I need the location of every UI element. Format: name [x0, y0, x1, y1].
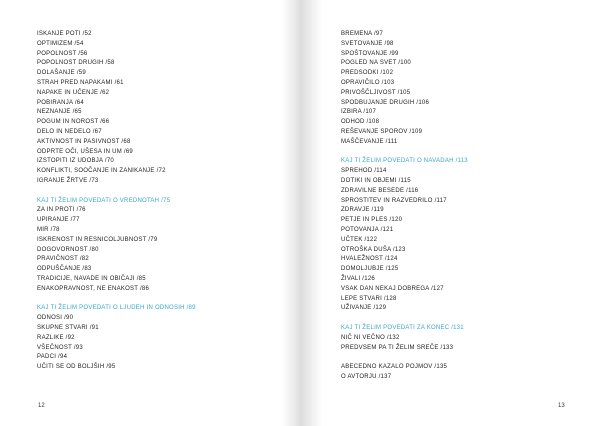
toc-entry: IZBIRA /107 [341, 109, 377, 116]
toc-entry: ODPUŠČANJE /83 [37, 266, 92, 273]
toc-entry: SKUPNE STVARI /91 [37, 324, 99, 331]
toc-entry: UČTEK /122 [341, 236, 378, 243]
toc-entry: POPOLNOST DRUGIH /58 [37, 60, 115, 67]
toc-entry: STRAH PRED NAPAKAMI /61 [37, 79, 124, 86]
right-page [300, 0, 600, 426]
toc-section-heading: KAJ TI ŽELIM POVEDATI O VREDNOTAH /75 [37, 197, 171, 204]
toc-entry: ENAKOPRAVNOST, NE ENAKOST /86 [37, 285, 150, 292]
section-spacer [37, 295, 196, 305]
section-spacer [341, 148, 468, 158]
section-spacer [37, 187, 196, 197]
toc-entry: ŽIVALI /126 [341, 275, 375, 282]
section-spacer [341, 353, 468, 363]
toc-entry: ISKANJE POTI /52 [37, 31, 92, 37]
toc-entry: POTOVANJA /121 [341, 226, 394, 233]
toc-entry: SVETOVANJE /98 [341, 40, 394, 47]
toc-entry: OTROŠKA DUŠA /123 [341, 246, 406, 253]
toc-entry: NAPAKE IN UČENJE /62 [37, 89, 110, 96]
toc-entry: SPROSTITEV IN RAZVEDRILO /117 [341, 197, 447, 204]
toc-entry: ZDRAVJE /119 [341, 207, 384, 214]
toc-entry: DOLAŠANJE /59 [37, 70, 86, 77]
toc-entry: DOTIKI IN OBJEMI /115 [341, 177, 411, 184]
left-toc-column [37, 30, 196, 373]
toc-entry: VŠEČNOST /93 [37, 344, 83, 351]
toc-entry: HVALEŽNOST /124 [341, 256, 398, 263]
right-toc-column [341, 30, 468, 383]
toc-section-heading: KAJ TI ŽELIM POVEDATI O NAVADAH /113 [341, 158, 468, 165]
toc-entry: PREDVSEM PA TI ŽELIM SREČE /133 [341, 344, 454, 351]
toc-entry: DOMOLJUBJE /125 [341, 266, 399, 273]
toc-entry: VSAK DAN NEKAJ DOBREGA /127 [341, 285, 444, 292]
toc-entry: MIR /78 [37, 226, 60, 233]
toc-entry: UPIRANJE /77 [37, 217, 80, 224]
toc-entry: NEZNANJE /65 [37, 109, 82, 116]
toc-entry: OPTIMIZEM /54 [37, 40, 84, 47]
toc-entry: LEPE STVARI /128 [341, 295, 397, 302]
toc-entry: POPOLNOST /56 [37, 50, 88, 57]
toc-entry: DOGOVORNOST /80 [37, 246, 99, 253]
toc-entry: PADCI /94 [37, 354, 68, 361]
toc-entry: TRADICIJE, NAVADE IN OBIČAJI /85 [37, 275, 146, 282]
toc-entry: KONFLIKTI, SOOČANJE IN ZANIKANJE /72 [37, 168, 166, 175]
toc-entry: REŠEVANJE SPOROV /109 [341, 128, 423, 135]
toc-entry: SPODBUJANJE DRUGIH /106 [341, 99, 430, 106]
toc-entry: OPRAVIČILO /103 [341, 79, 395, 86]
toc-entry: IGRANJE ŽRTVE /73 [37, 177, 99, 184]
toc-entry: NIČ NI VEČNO /132 [341, 334, 400, 341]
toc-entry: ZDRAVILNE BESEDE /116 [341, 187, 419, 194]
toc-entry: ISKRENOST IN RESNICOLJUBNOST /79 [37, 236, 158, 243]
toc-entry: PRIVOŠČLJIVOST /105 [341, 89, 411, 96]
toc-entry: PRAVIČNOST /82 [37, 256, 89, 263]
toc-entry: AKTIVNOST IN PASIVNOST /68 [37, 138, 131, 145]
toc-section-heading: KAJ TI ŽELIM POVEDATI ZA KONEC /131 [341, 324, 464, 331]
toc-entry: POBIRANJA /64 [37, 99, 84, 106]
toc-entry: PETJE IN PLES /120 [341, 217, 403, 224]
toc-entry: ODPRTE OČI, UŠESA IN UM /69 [37, 148, 133, 155]
toc-entry: DELO IN NEDELO /67 [37, 128, 102, 135]
toc-entry: PREDSODKI /102 [341, 70, 394, 77]
toc-entry: ABECEDNO KAZALO POJMOV /135 [341, 364, 448, 371]
toc-entry: UŽIVANJE /129 [341, 305, 387, 312]
right-gutter-shadow [300, 0, 322, 426]
toc-entry: O AVTORJU /137 [341, 373, 392, 380]
toc-entry: POGLED NA SVET /100 [341, 60, 412, 67]
toc-entry: MAŠČEVANJE /111 [341, 138, 398, 145]
section-spacer [341, 314, 468, 324]
toc-entry: POGUM IN NOROST /66 [37, 119, 110, 126]
toc-entry: ODNOSI /90 [37, 315, 74, 322]
left-page-number: 12 [38, 403, 45, 409]
toc-entry: IZSTOPITI IZ UDOBJA /70 [37, 158, 114, 165]
toc-entry: ODHOD /108 [341, 119, 380, 126]
right-page-number: 13 [558, 403, 565, 409]
toc-entry: SPREHOD /114 [341, 168, 387, 175]
toc-entry: UČITI SE OD BOLJŠIH /95 [37, 364, 116, 371]
toc-section-heading: KAJ TI ŽELIM POVEDATI O LJUDEH IN ODNOSIH /89 [37, 305, 196, 312]
toc-entry: SPOŠTOVANJE /99 [341, 50, 399, 57]
toc-entry: RAZLIKE /92 [37, 334, 75, 341]
toc-entry: ZA IN PROTI /76 [37, 207, 86, 214]
left-gutter-shadow [282, 0, 300, 426]
toc-entry: BREMENA /97 [341, 31, 384, 37]
